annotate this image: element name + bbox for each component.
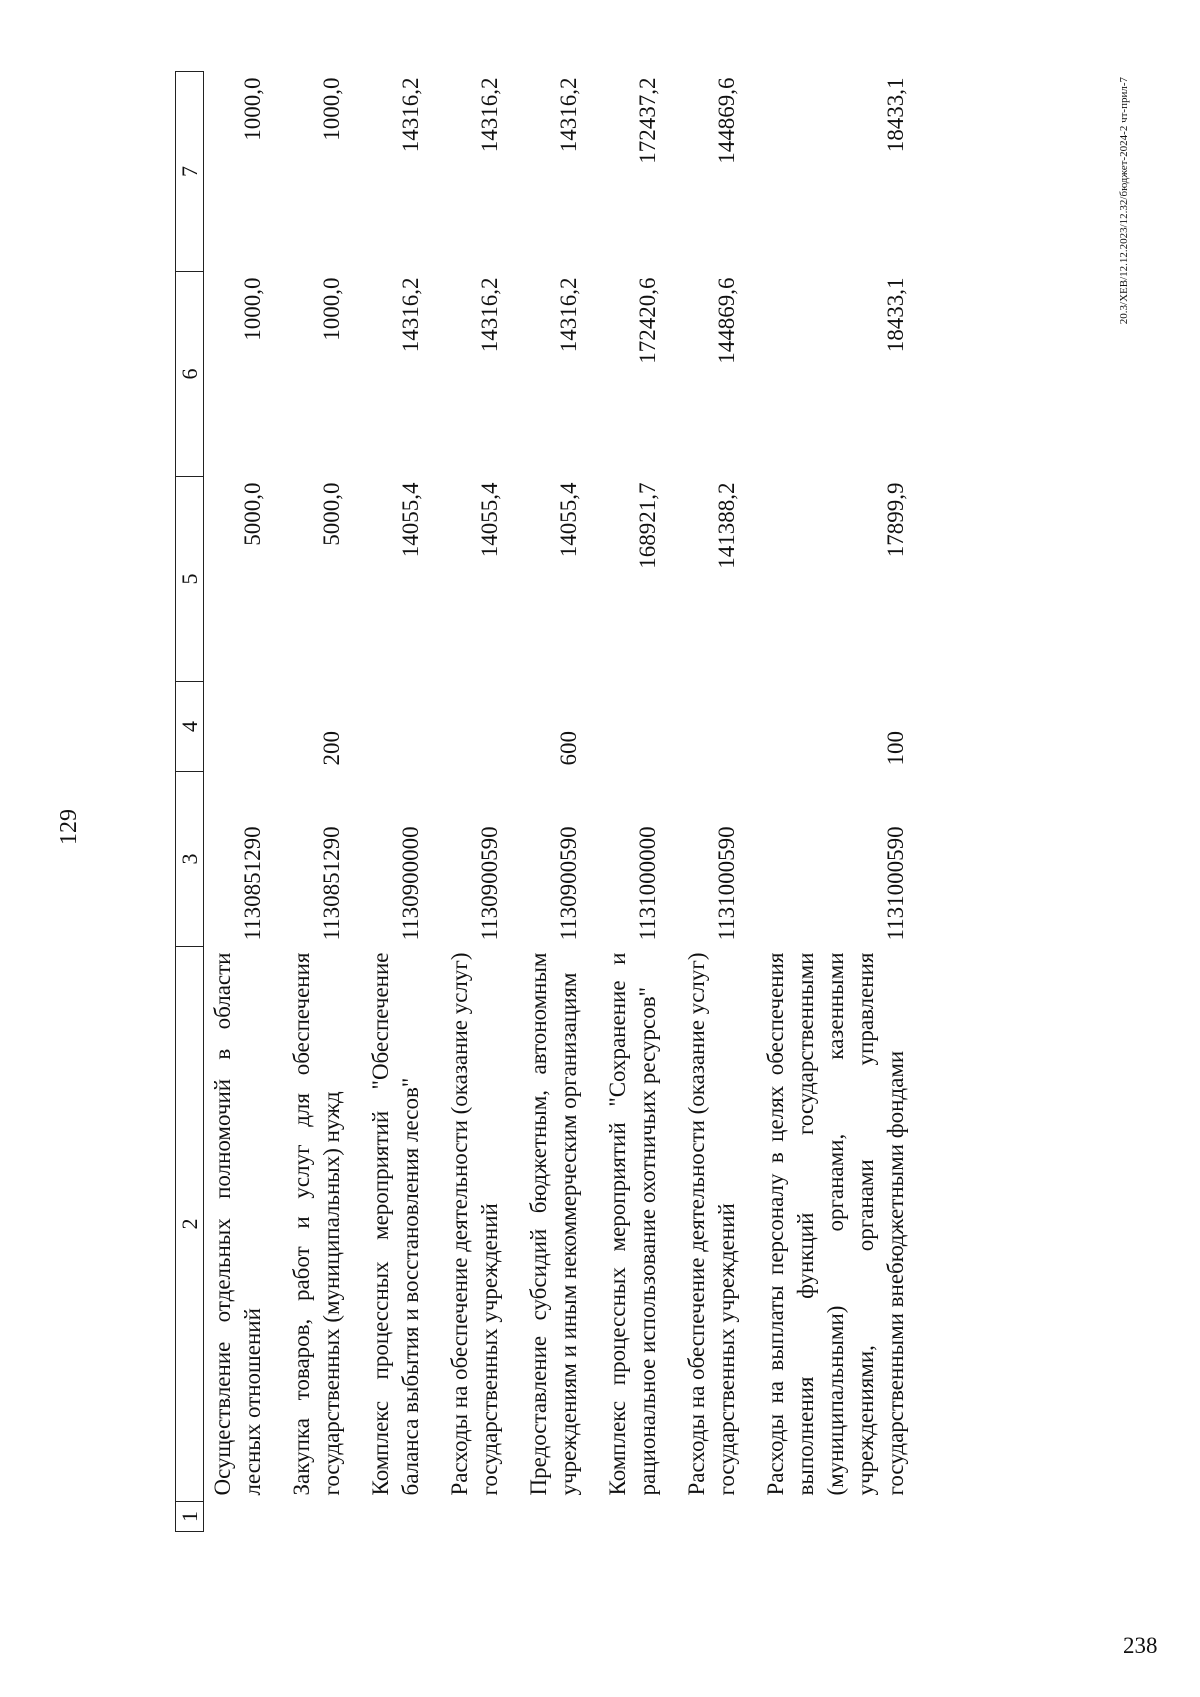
row-name: Комплекс процессных мероприятий "Обеспечение баланса выбытия и восстановления лесов": [368, 952, 423, 1496]
column-header: 5: [176, 477, 204, 682]
table-row: [505, 72, 584, 1532]
row-type: 600: [556, 731, 581, 766]
row-value-7: 14316,2: [477, 77, 502, 153]
row-type: [584, 682, 663, 772]
row-value-5: 14055,4: [556, 482, 581, 558]
row-name: Закупка товаров, работ и услуг для обеспечения государственных (муниципальных) нужд: [289, 952, 344, 1496]
row-type: [347, 682, 426, 772]
table-row: [268, 72, 347, 1532]
row-value-7: 1000,0: [240, 77, 265, 141]
table-row: [663, 72, 742, 1532]
page-number: 129: [56, 809, 82, 845]
row-type: 200: [319, 731, 344, 766]
row-code: 1131000000: [635, 826, 660, 941]
budget-table: [175, 71, 911, 1532]
row-value-7: 14316,2: [556, 77, 581, 153]
row-value-7: 144869,6: [714, 77, 739, 164]
table-row: [347, 72, 426, 1532]
row-value-7: 18433,1: [883, 77, 908, 153]
column-header: 6: [176, 272, 204, 477]
row-value-6: 1000,0: [240, 277, 265, 341]
row-value-7: 172437,2: [635, 77, 660, 164]
row-code: 1131000590: [883, 826, 908, 941]
column-header: 7: [176, 72, 204, 272]
row-value-5: 5000,0: [319, 482, 344, 546]
row-value-6: 144869,6: [714, 277, 739, 364]
row-value-6: 14316,2: [398, 277, 423, 353]
sheet-number: 238: [1123, 1633, 1158, 1658]
row-type: 100: [883, 731, 908, 766]
row-code: 1130900000: [398, 826, 423, 941]
column-header: 4: [176, 682, 204, 772]
document-stamp: 20.3/ХЕВ/12.12.2023/12.32/бюджет-2024-2 чт-прил-7: [1118, 77, 1130, 325]
row-value-5: 17899,9: [883, 482, 908, 558]
table-row: [426, 72, 505, 1532]
row-name: Расходы на выплаты персоналу в целях обеспечения выполнения функций государственными (муниципальными) органами, казенными учреждениями, органами управления государственными внебюджетными фондами: [763, 952, 908, 1496]
row-value-6: 14316,2: [556, 277, 581, 353]
row-value-6: 14316,2: [477, 277, 502, 353]
row-value-5: 168921,7: [635, 482, 660, 569]
row-type: [426, 682, 505, 772]
row-value-5: 14055,4: [477, 482, 502, 558]
row-name: Осуществление отдельных полномочий в области лесных отношений: [210, 952, 265, 1496]
column-header: 2: [176, 947, 204, 1502]
row-name: Предоставление субсидий бюджетным, автономным учреждениям и иным некоммерческим организациям: [526, 952, 581, 1496]
column-header: 3: [176, 772, 204, 947]
table-header-row: [176, 72, 204, 1532]
row-value-7: 1000,0: [319, 77, 344, 141]
row-name: Расходы на обеспечение деятельности (оказание услуг) государственных учреждений: [447, 952, 502, 1496]
row-value-6: 18433,1: [883, 277, 908, 353]
row-code: 1130900590: [477, 826, 502, 941]
row-type: [204, 682, 269, 772]
row-code: 1130851290: [319, 826, 344, 941]
table-row: [584, 72, 663, 1532]
row-name: Комплекс процессных мероприятий "Сохранение и рациональное использование охотничьих ресурсов": [605, 952, 660, 1496]
row-value-5: 5000,0: [240, 482, 265, 546]
row-name: Расходы на обеспечение деятельности (оказание услуг) государственных учреждений: [684, 952, 739, 1496]
row-value-7: 14316,2: [398, 77, 423, 153]
table-row: [742, 72, 911, 1532]
row-code: 1131000590: [714, 826, 739, 941]
row-value-5: 141388,2: [714, 482, 739, 569]
row-value-5: 14055,4: [398, 482, 423, 558]
table-row: [204, 72, 269, 1532]
row-type: [663, 682, 742, 772]
row-value-6: 1000,0: [319, 277, 344, 341]
row-code: 1130900590: [556, 826, 581, 941]
row-value-6: 172420,6: [635, 277, 660, 364]
column-header: 1: [176, 1502, 204, 1532]
row-code: 1130851290: [240, 826, 265, 941]
